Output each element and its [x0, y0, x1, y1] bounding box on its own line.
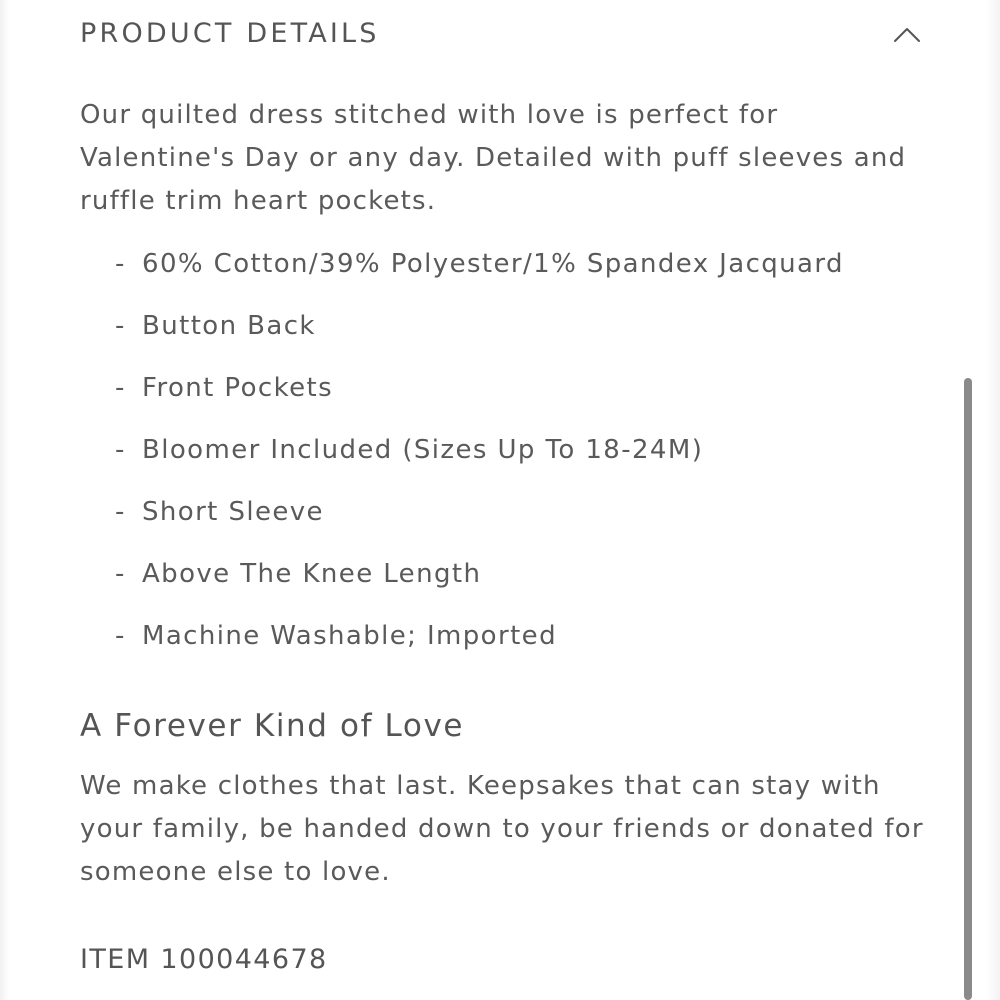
feature-item — [115, 242, 965, 304]
feature-item — [115, 304, 965, 366]
product-description: Our quilted dress stitched with love is perfect for Valentine's Day or any day. Detailed with puff sleeves and ruffle trim heart pockets. — [80, 100, 907, 216]
feature-text: Machine Washable; Imported — [142, 621, 557, 651]
scrollbar-track[interactable] — [986, 0, 1000, 1000]
forever-heading: A Forever Kind of Love — [80, 708, 465, 744]
feature-item — [115, 366, 965, 428]
forever-text: We make clothes that last. Keepsakes that can stay with your family, be handed down to your friends or donated for someone else to love. — [80, 771, 924, 887]
feature-dash: - — [115, 497, 126, 527]
feature-dash: - — [115, 373, 126, 403]
product-details-title: PRODUCT DETAILS — [80, 18, 380, 49]
feature-dash: - — [115, 621, 126, 651]
left-edge-shadow — [0, 0, 10, 1000]
feature-dash: - — [115, 311, 126, 341]
product-details-header[interactable] — [80, 14, 925, 58]
feature-dash: - — [115, 249, 126, 279]
scrollbar-thumb[interactable] — [964, 378, 972, 1000]
feature-text: Bloomer Included (Sizes Up To 18-24M) — [142, 435, 704, 465]
feature-text: Button Back — [142, 311, 316, 341]
feature-item — [115, 614, 965, 676]
feature-item — [115, 490, 965, 552]
feature-text: Above The Knee Length — [142, 559, 482, 589]
feature-dash: - — [115, 435, 126, 465]
feature-item — [115, 428, 965, 490]
chevron-up-icon[interactable] — [892, 20, 922, 50]
feature-text: Front Pockets — [142, 373, 334, 403]
item-number — [80, 944, 328, 975]
item-value: 100044678 — [160, 944, 328, 975]
feature-item — [115, 552, 965, 614]
item-label: ITEM — [80, 944, 151, 975]
feature-text: Short Sleeve — [142, 497, 324, 527]
feature-list — [115, 242, 965, 676]
feature-text: 60% Cotton/39% Polyester/1% Spandex Jacquard — [142, 249, 844, 279]
feature-dash: - — [115, 559, 126, 589]
